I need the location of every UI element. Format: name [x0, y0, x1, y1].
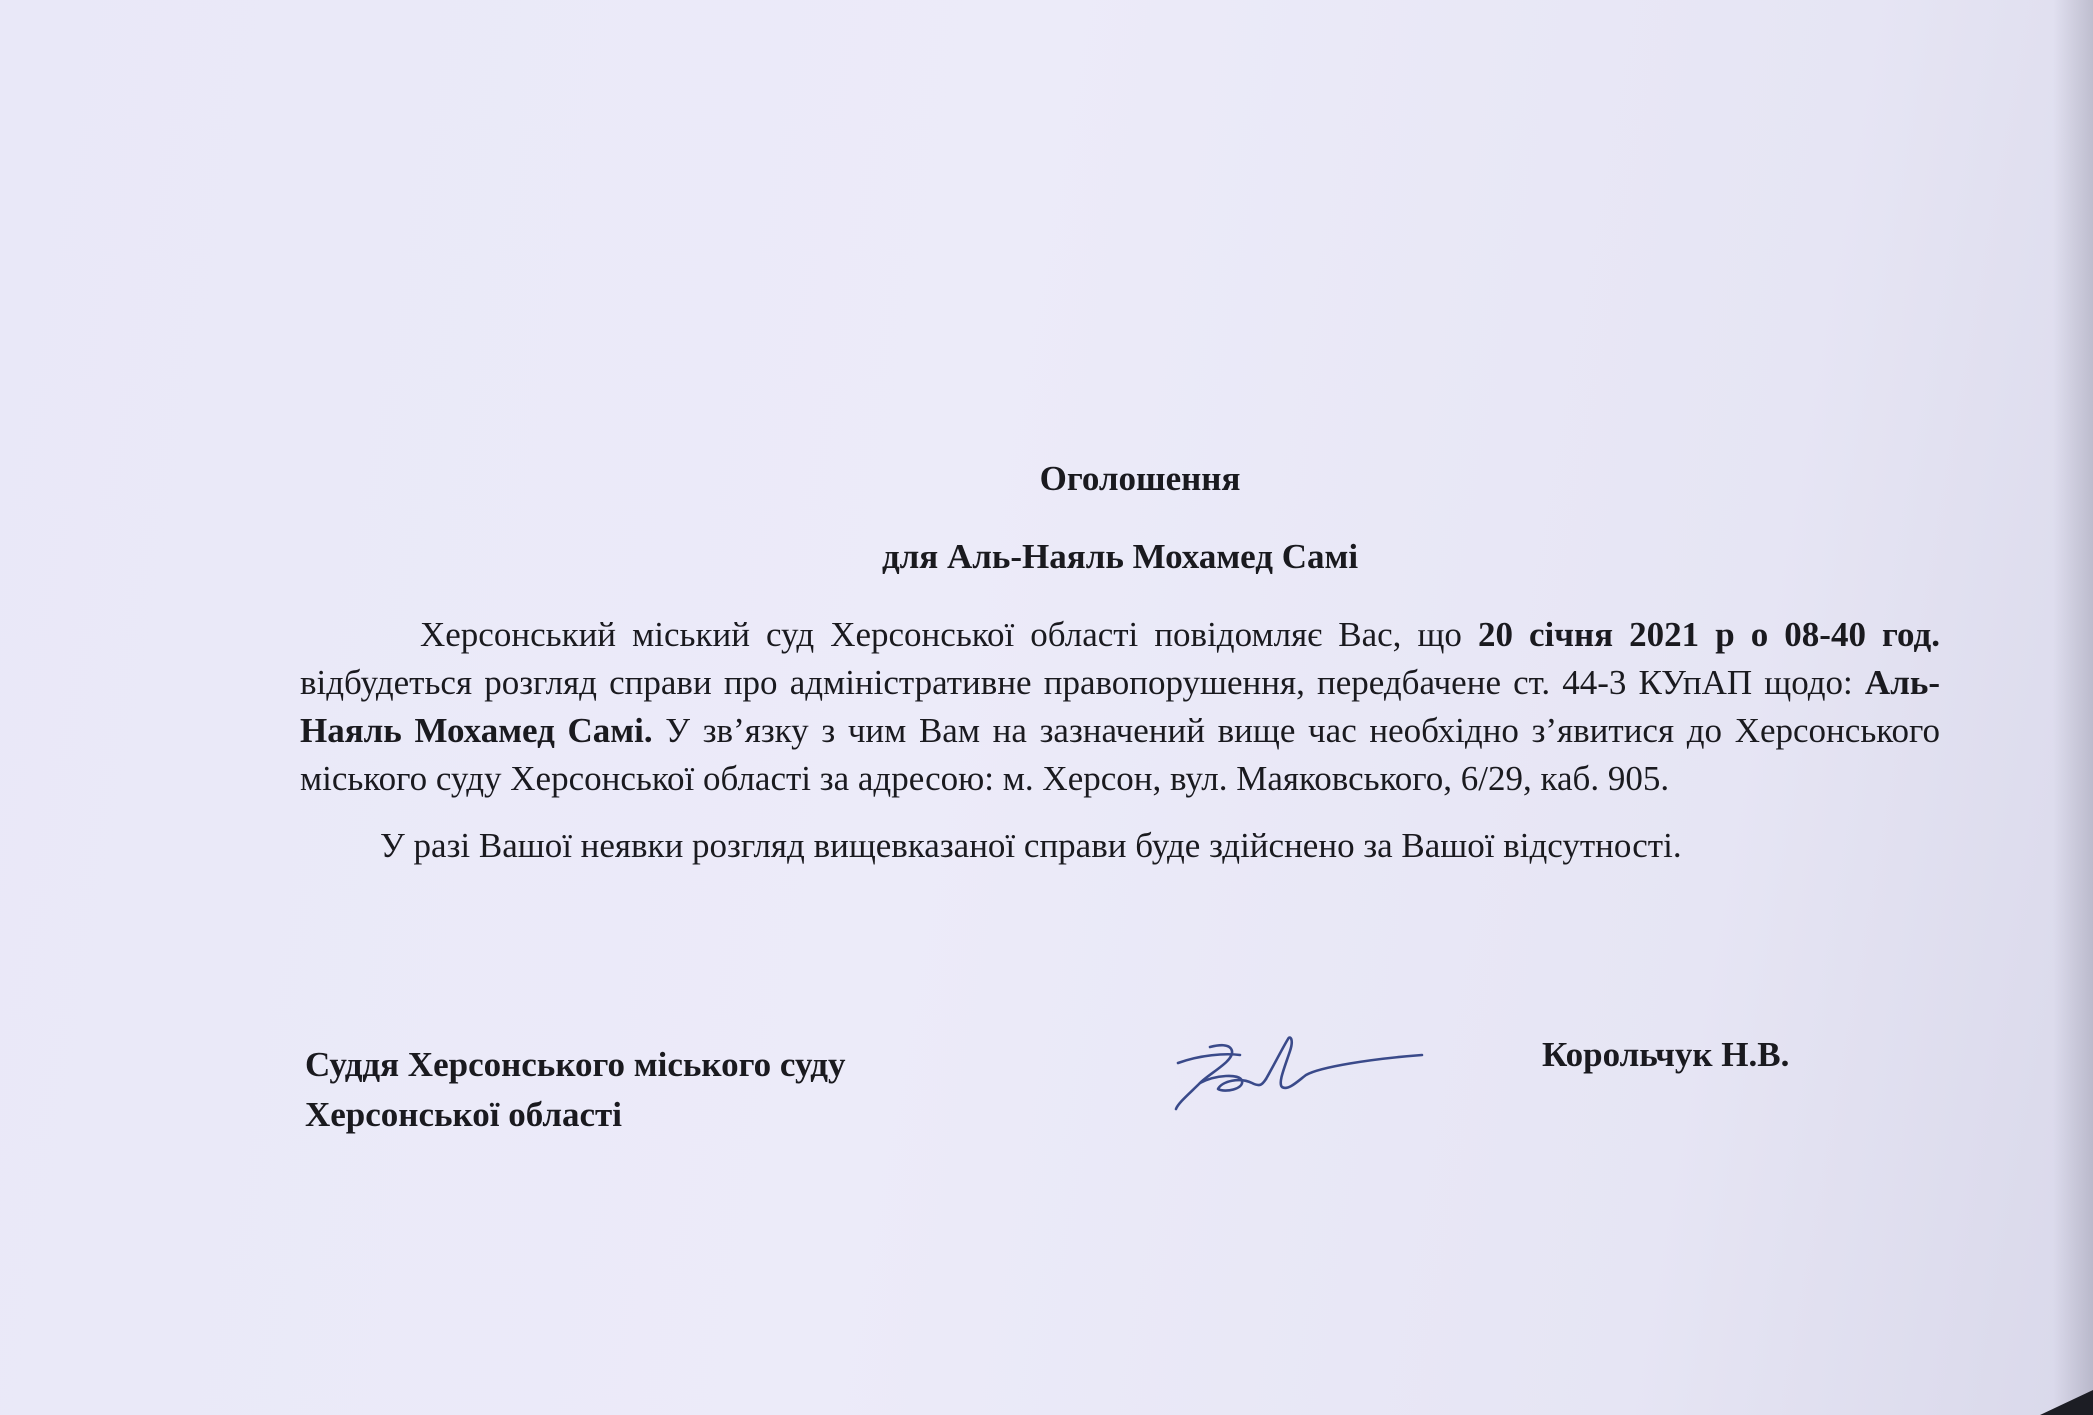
handwritten-signature-icon — [1170, 1025, 1430, 1115]
para-text-3: У зв’язку з чим Вам на зазначений вище час необхідно з’явитися до Херсонського міського суду Херсонської області за адресою: м. Херсон, вул. Маяковського, 6/29, каб. 905. — [300, 711, 1940, 798]
announcement-body — [300, 455, 1940, 875]
defendant-name: Аль-Наяль Мохамед Самі. — [300, 663, 1940, 750]
hearing-datetime: 20 січня 2021 р о 08-40 год. — [1477, 615, 1940, 654]
announcement-paragraph-main — [300, 611, 1940, 803]
judge-title — [305, 1040, 845, 1140]
announcement-paragraph-absence: У разі Вашої неявки розгляд вищевказаної справи буде здійснено за Вашої відсутності. — [380, 826, 1682, 865]
announcement-title: Оголошення — [1039, 459, 1241, 498]
judge-title-line-1: Суддя Херсонського міського суду — [305, 1045, 846, 1084]
signature-block — [305, 1035, 1905, 1160]
judge-title-line-2: Херсонської області — [305, 1095, 622, 1134]
recipient-line: для Аль-Наяль Мохамед Самі — [881, 537, 1359, 576]
judge-name: Корольчук Н.В. — [1542, 1035, 1790, 1074]
paper-edge-shadow — [2053, 0, 2093, 1415]
para-text-2: відбудеться розгляд справи про адміністративне правопорушення, передбачене ст. 44-3 КУпАП щодо: — [300, 663, 1865, 702]
para-text-1: Херсонський міський суд Херсонської області повідомляє Вас, що — [420, 615, 1478, 654]
